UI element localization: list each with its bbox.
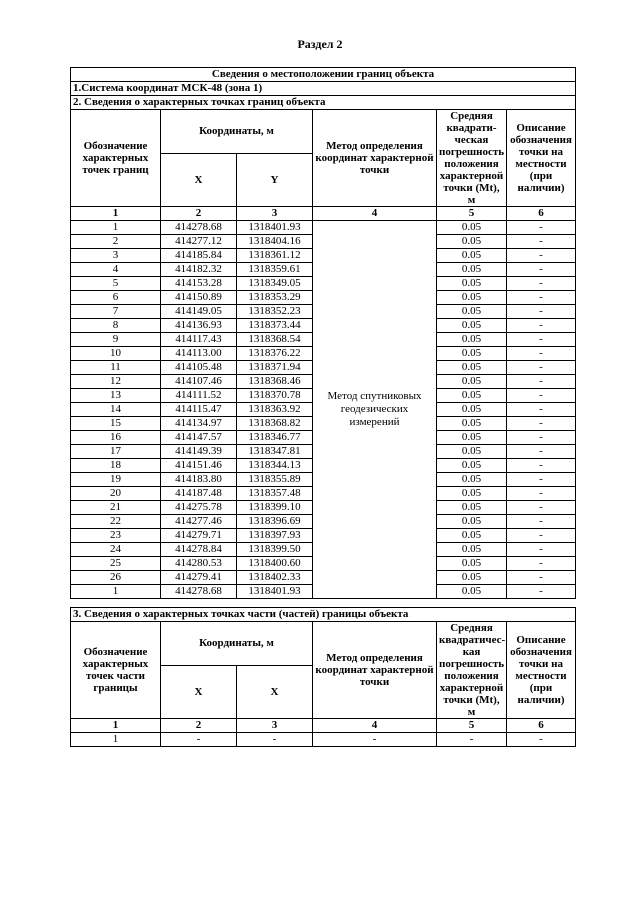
description-value: -	[507, 529, 576, 543]
point-number: 1	[71, 585, 161, 599]
part-col-num-1: 1	[71, 719, 161, 733]
point-number: 3	[71, 249, 161, 263]
part-row-x2: -	[237, 733, 313, 747]
coord-x: 414185.84	[161, 249, 237, 263]
part-col-num-6: 6	[507, 719, 576, 733]
col-num-2: 2	[161, 207, 237, 221]
table-title: Сведения о местоположении границ объекта	[71, 68, 576, 82]
mt-value: 0.05	[437, 249, 507, 263]
point-number: 2	[71, 235, 161, 249]
description-value: -	[507, 291, 576, 305]
coord-y: 1318376.22	[237, 347, 313, 361]
coord-y: 1318370.78	[237, 389, 313, 403]
part-col-num-2: 2	[161, 719, 237, 733]
coord-y: 1318404.16	[237, 235, 313, 249]
coord-y: 1318363.92	[237, 403, 313, 417]
coord-y: 1318368.54	[237, 333, 313, 347]
description-value: -	[507, 333, 576, 347]
point-number: 23	[71, 529, 161, 543]
coord-x: 414279.71	[161, 529, 237, 543]
coord-x: 414111.52	[161, 389, 237, 403]
coord-y: 1318373.44	[237, 319, 313, 333]
col-num-5: 5	[437, 207, 507, 221]
description-header: Описание обозначения точки на местности (при наличии)	[507, 110, 576, 207]
coord-y: 1318353.29	[237, 291, 313, 305]
point-number: 12	[71, 375, 161, 389]
description-value: -	[507, 445, 576, 459]
point-number: 7	[71, 305, 161, 319]
point-number: 4	[71, 263, 161, 277]
point-designation-header: Обозначение характерных точек границ	[71, 110, 161, 207]
description-value: -	[507, 263, 576, 277]
coord-y: 1318371.94	[237, 361, 313, 375]
mt-value: 0.05	[437, 445, 507, 459]
point-number: 17	[71, 445, 161, 459]
mt-value: 0.05	[437, 529, 507, 543]
description-value: -	[507, 585, 576, 599]
description-value: -	[507, 375, 576, 389]
table-row	[71, 221, 576, 235]
description-value: -	[507, 347, 576, 361]
part-row-method: -	[313, 733, 437, 747]
description-value: -	[507, 403, 576, 417]
description-value: -	[507, 501, 576, 515]
part-x-header: X	[161, 665, 237, 718]
mt-header: Средняя квадрати-ческая погрешность положения характерной точки (Mt), м	[437, 110, 507, 207]
part-coords-header: Координаты, м	[161, 622, 313, 666]
coord-x: 414147.57	[161, 431, 237, 445]
mt-value: 0.05	[437, 571, 507, 585]
mt-value: 0.05	[437, 543, 507, 557]
mt-value: 0.05	[437, 403, 507, 417]
coord-y: 1318344.13	[237, 459, 313, 473]
point-number: 9	[71, 333, 161, 347]
coord-x: 414150.89	[161, 291, 237, 305]
description-value: -	[507, 389, 576, 403]
coord-system: 1.Система координат МСК-48 (зона 1)	[71, 82, 576, 96]
part-row-point: 1	[71, 733, 161, 747]
coord-y: 1318361.12	[237, 249, 313, 263]
point-number: 6	[71, 291, 161, 305]
coord-x: 414149.05	[161, 305, 237, 319]
point-number: 14	[71, 403, 161, 417]
coord-x: 414153.28	[161, 277, 237, 291]
description-value: -	[507, 235, 576, 249]
description-value: -	[507, 361, 576, 375]
point-number: 11	[71, 361, 161, 375]
col-num-3: 3	[237, 207, 313, 221]
coords-header: Координаты, м	[161, 110, 313, 154]
coord-x: 414187.48	[161, 487, 237, 501]
coord-x: 414182.32	[161, 263, 237, 277]
point-number: 26	[71, 571, 161, 585]
mt-value: 0.05	[437, 277, 507, 291]
point-number: 16	[71, 431, 161, 445]
description-value: -	[507, 431, 576, 445]
coord-x: 414277.12	[161, 235, 237, 249]
mt-value: 0.05	[437, 291, 507, 305]
part-col-num-3: 3	[237, 719, 313, 733]
mt-value: 0.05	[437, 347, 507, 361]
mt-value: 0.05	[437, 235, 507, 249]
part-mt-header: Средняя квадратичес-кая погрешность положения характерной точки (Mt), м	[437, 622, 507, 719]
part-point-designation-header: Обозначение характерных точек части границы	[71, 622, 161, 719]
point-number: 8	[71, 319, 161, 333]
coord-x: 414151.46	[161, 459, 237, 473]
section-title: Раздел 2	[297, 37, 343, 51]
coord-x: 414134.97	[161, 417, 237, 431]
y-header: Y	[237, 153, 313, 206]
point-number: 18	[71, 459, 161, 473]
coord-y: 1318359.61	[237, 263, 313, 277]
part-col-num-4: 4	[313, 719, 437, 733]
point-number: 25	[71, 557, 161, 571]
mt-value: 0.05	[437, 585, 507, 599]
coord-y: 1318401.93	[237, 221, 313, 235]
part-method-header: Метод определения координат характерной точки	[313, 622, 437, 719]
method-cell: Метод спутниковых геодезических измерений	[313, 221, 437, 599]
coord-y: 1318346.77	[237, 431, 313, 445]
coord-x: 414278.68	[161, 221, 237, 235]
col-num-1: 1	[71, 207, 161, 221]
mt-value: 0.05	[437, 459, 507, 473]
point-number: 13	[71, 389, 161, 403]
part-row-mt: -	[437, 733, 507, 747]
mt-value: 0.05	[437, 221, 507, 235]
part3-title: 3. Сведения о характерных точках части (частей) границы объекта	[71, 608, 576, 622]
point-number: 1	[71, 221, 161, 235]
description-value: -	[507, 487, 576, 501]
coord-x: 414136.93	[161, 319, 237, 333]
mt-value: 0.05	[437, 263, 507, 277]
description-value: -	[507, 571, 576, 585]
coord-x: 414113.00	[161, 347, 237, 361]
part2-title: 2. Сведения о характерных точках границ объекта	[71, 96, 576, 110]
part-col-num-5: 5	[437, 719, 507, 733]
method-header: Метод определения координат характерной точки	[313, 110, 437, 207]
coord-x: 414115.47	[161, 403, 237, 417]
part-boundary-table	[70, 607, 576, 747]
mt-value: 0.05	[437, 361, 507, 375]
description-value: -	[507, 459, 576, 473]
coord-x: 414275.78	[161, 501, 237, 515]
mt-value: 0.05	[437, 515, 507, 529]
point-number: 24	[71, 543, 161, 557]
coord-y: 1318397.93	[237, 529, 313, 543]
coord-x: 414183.80	[161, 473, 237, 487]
point-number: 22	[71, 515, 161, 529]
mt-value: 0.05	[437, 501, 507, 515]
coord-y: 1318402.33	[237, 571, 313, 585]
part-x2-header: X	[237, 665, 313, 718]
coord-y: 1318347.81	[237, 445, 313, 459]
coord-y: 1318368.82	[237, 417, 313, 431]
point-number: 15	[71, 417, 161, 431]
coord-y: 1318401.93	[237, 585, 313, 599]
mt-value: 0.05	[437, 487, 507, 501]
coord-x: 414149.39	[161, 445, 237, 459]
coord-x: 414280.53	[161, 557, 237, 571]
coord-x: 414279.41	[161, 571, 237, 585]
mt-value: 0.05	[437, 305, 507, 319]
col-num-4: 4	[313, 207, 437, 221]
coord-x: 414107.46	[161, 375, 237, 389]
col-num-6: 6	[507, 207, 576, 221]
mt-value: 0.05	[437, 319, 507, 333]
coord-y: 1318399.50	[237, 543, 313, 557]
description-value: -	[507, 515, 576, 529]
description-value: -	[507, 417, 576, 431]
description-value: -	[507, 543, 576, 557]
x-header: X	[161, 153, 237, 206]
point-number: 19	[71, 473, 161, 487]
coord-y: 1318352.23	[237, 305, 313, 319]
coord-y: 1318396.69	[237, 515, 313, 529]
point-number: 5	[71, 277, 161, 291]
mt-value: 0.05	[437, 375, 507, 389]
coord-y: 1318355.89	[237, 473, 313, 487]
description-value: -	[507, 221, 576, 235]
part-description-header: Описание обозначения точки на местности (при наличии)	[507, 622, 576, 719]
description-value: -	[507, 305, 576, 319]
coord-y: 1318349.05	[237, 277, 313, 291]
mt-value: 0.05	[437, 389, 507, 403]
coord-x: 414278.84	[161, 543, 237, 557]
coord-y: 1318400.60	[237, 557, 313, 571]
mt-value: 0.05	[437, 557, 507, 571]
coord-x: 414277.46	[161, 515, 237, 529]
description-value: -	[507, 319, 576, 333]
mt-value: 0.05	[437, 417, 507, 431]
description-value: -	[507, 249, 576, 263]
coord-x: 414105.48	[161, 361, 237, 375]
coord-y: 1318368.46	[237, 375, 313, 389]
boundary-table	[70, 67, 576, 599]
mt-value: 0.05	[437, 473, 507, 487]
description-value: -	[507, 557, 576, 571]
point-number: 10	[71, 347, 161, 361]
coord-y: 1318399.10	[237, 501, 313, 515]
part-row-description: -	[507, 733, 576, 747]
point-number: 21	[71, 501, 161, 515]
description-value: -	[507, 473, 576, 487]
point-number: 20	[71, 487, 161, 501]
coord-x: 414117.43	[161, 333, 237, 347]
part-row-x: -	[161, 733, 237, 747]
mt-value: 0.05	[437, 333, 507, 347]
coord-y: 1318357.48	[237, 487, 313, 501]
mt-value: 0.05	[437, 431, 507, 445]
coord-x: 414278.68	[161, 585, 237, 599]
description-value: -	[507, 277, 576, 291]
